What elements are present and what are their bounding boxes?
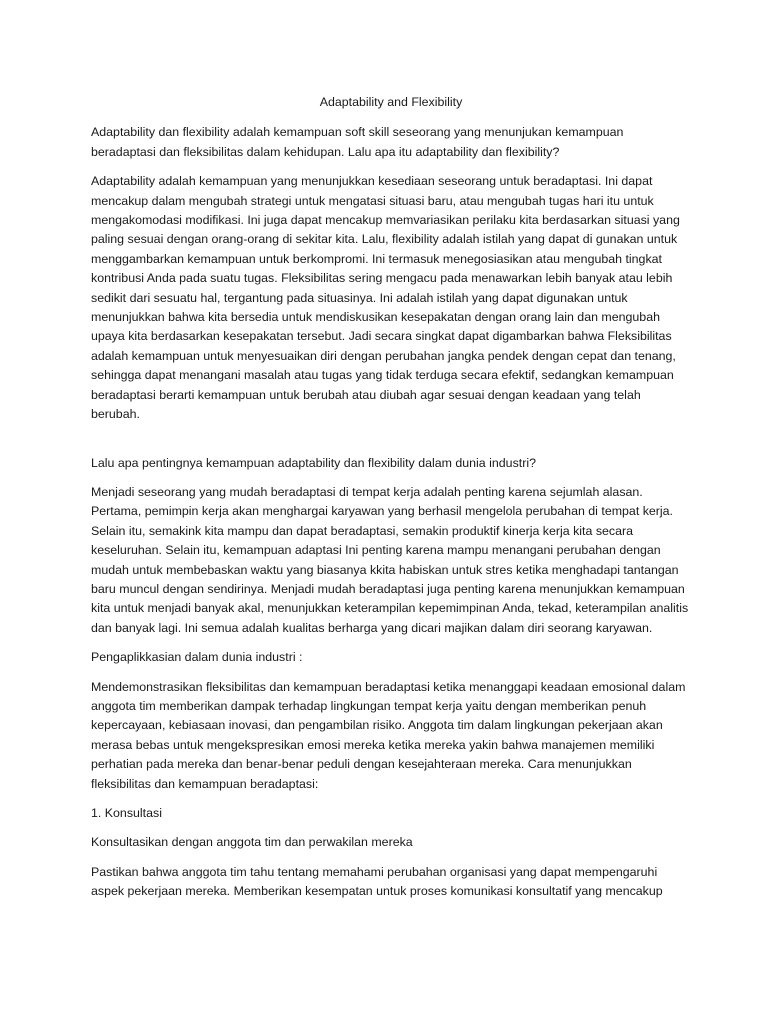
paragraph-question: Lalu apa pentingnya kemampuan adaptability dan flexibility dalam dunia industri? — [91, 455, 536, 470]
document-title: Adaptability and Flexibility — [319, 95, 463, 109]
paragraph-intro: Adaptability dan flexibility adalah kemampuan soft skill seseorang yang menunjukan kemampuan beradaptasi dan fleksibilitas dalam kehidupan. Lalu apa itu adaptability dan flexibility? — [91, 125, 624, 159]
paragraph-item-subheading: Konsultasikan dengan anggota tim dan perwakilan mereka — [91, 835, 413, 850]
document-page — [91, 93, 691, 912]
paragraph-definition: Adaptability adalah kemampuan yang menunjukkan kesediaan seseorang untuk beradaptasi. Ini dapat mencakup dalam mengubah strategi untuk mengatasi situasi baru, atau mengubah tugas hari itu untuk mengakomodasi modifikasi. Ini juga dapat mencakup memvariasikan perilaku kita berdasarkan situasi yang paling sesuai dengan orang-orang di sekitar kita. Lalu, flexibility adalah istilah yang dapat di gunakan untuk menggambarkan kemampuan untuk berkompromi. Ini termasuk menegosiasikan atau mengubah tingkat kontribusi Anda pada suatu tugas. Fleksibilitas sering mengacu pada menawarkan lebih banyak atau lebih sedikit dari sesuatu hal, tergantung pada situasinya. Ini adalah istilah yang dapat digunakan untuk menunjukkan bahwa kita bersedia untuk mendiskusikan kesepakatan dengan orang lain dan mengubah upaya kita berdasarkan kesepakatan tersebut. Jadi secara singkat dapat digambarkan bahwa Fleksibilitas adalah kemampuan untuk menyesuaikan diri dengan perubahan jangka pendek dengan cepat dan tenang, sehingga dapat menangani masalah atau tugas yang tidak terduga secara efektif, sedangkan kemampuan beradaptasi berarti kemampuan untuk berubah atau diubah agar sesuai dengan keadaan yang telah berubah. — [91, 174, 680, 422]
blank-line — [91, 435, 691, 454]
paragraph-item-heading: 1. Konsultasi — [91, 806, 162, 820]
paragraph-importance: Menjadi seseorang yang mudah beradaptasi di tempat kerja adalah penting karena sejumlah alasan. Pertama, pemimpin kerja akan menghargai karyawan yang berhasil mengelola perubahan di tempat kerja. Selain itu, semakink kita mampu dan dapat beradaptasi, semakin produktif kinerja kerja kita secara keseluruhan. Selain itu, kemampuan adaptasi Ini penting karena mampu menangani perubahan dengan mudah untuk membebaskan waktu yang biasanya kkita habiskan untuk stres ketika menghadapi tantangan baru muncul dengan sendirinya. Menjadi mudah beradaptasi juga penting karena menunjukkan kemampuan kita untuk menjadi banyak akal, menunjukkan keterampilan kepemimpinan Anda, tekad, keterampilan analitis dan banyak lagi. Ini semua adalah kualitas berharga yang dicari majikan dalam diri seorang karyawan. — [91, 484, 689, 635]
paragraph-application: Mendemonstrasikan fleksibilitas dan kemampuan beradaptasi ketika menanggapi keadaan emosional dalam anggota tim memberikan dampak terhadap lingkungan tempat kerja yaitu dengan memberikan penuh kepercayaan, kebiasaan inovasi, dan pengambilan risiko. Anggota tim dalam lingkungan pekerjaan akan merasa bebas untuk mengekspresikan emosi mereka ketika mereka yakin bahwa manajemen memiliki perhatian pada mereka dan benar-benar peduli dengan kesejahteraan mereka. Cara menunjukkan fleksibilitas dan kemampuan beradaptasi: — [91, 679, 686, 791]
paragraph-item-body: Pastikan bahwa anggota tim tahu tentang memahami perubahan organisasi yang dapat mempengaruhi aspek pekerjaan mereka. Memberikan kesempatan untuk proses komunikasi konsultatif yang mencakup — [91, 864, 663, 899]
paragraph-application-heading: Pengaplikkasian dalam dunia industri : — [91, 650, 303, 665]
